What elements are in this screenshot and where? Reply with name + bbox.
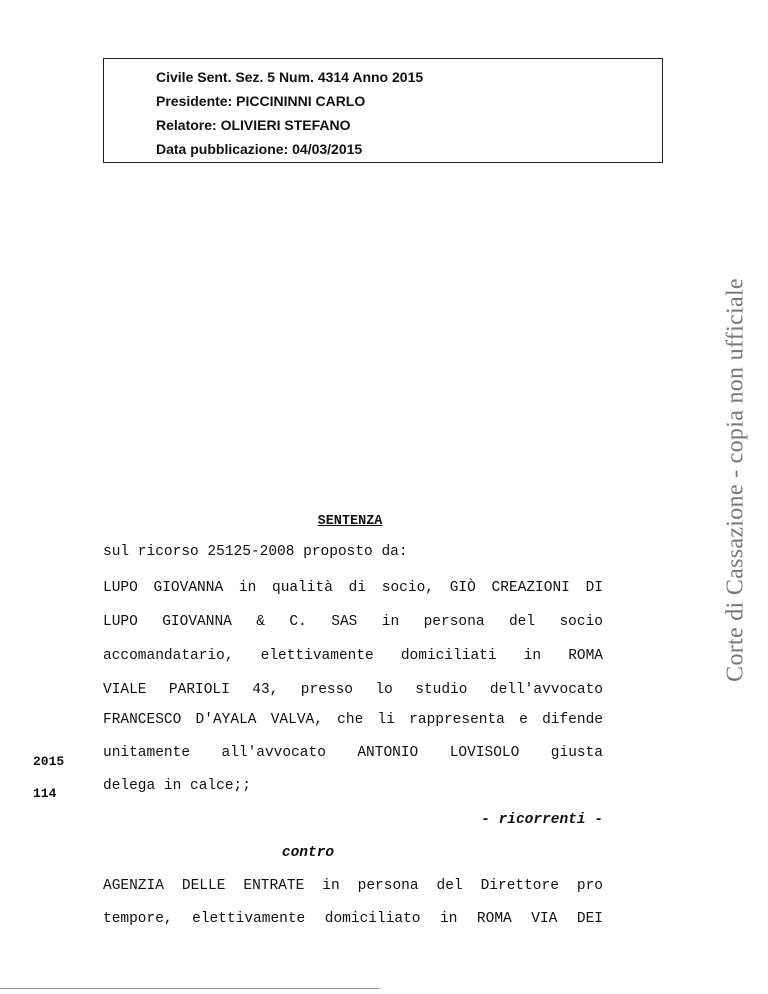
case-header-box — [103, 58, 663, 163]
text-line: sul ricorso 25125-2008 proposto da: — [103, 544, 408, 560]
contro-label: contro — [281, 845, 335, 861]
data-pubblicazione: Data pubblicazione: 04/03/2015 — [156, 141, 363, 157]
text-line: LUPO GIOVANNA in qualità di socio, GIÒ CREAZIONI DI — [103, 580, 603, 596]
text-line: unitamente all'avvocato ANTONIO LOVISOLO giusta — [103, 745, 603, 761]
presidente: Presidente: PICCININNI CARLO — [156, 93, 366, 109]
case-reference: Civile Sent. Sez. 5 Num. 4314 Anno 2015 — [156, 69, 424, 85]
scan-edge-line — [0, 988, 380, 989]
text-line: LUPO GIOVANNA & C. SAS in persona del socio — [103, 614, 603, 630]
margin-year: 2015 — [33, 754, 65, 769]
watermark: Corte di Cassazione - copia non ufficiale — [722, 278, 749, 682]
relatore: Relatore: OLIVIERI STEFANO — [156, 117, 351, 133]
margin-number: 114 — [33, 786, 57, 801]
text-line: tempore, elettivamente domiciliato in ROMA VIA DEI — [103, 911, 603, 927]
document-title: SENTENZA — [317, 514, 383, 529]
text-line: delega in calce;; — [103, 778, 251, 794]
text-line: AGENZIA DELLE ENTRATE in persona del Direttore pro — [103, 878, 603, 894]
text-line: FRANCESCO D'AYALA VALVA, che li rappresenta e difende — [103, 712, 603, 728]
text-line: accomandatario, elettivamente domiciliati in ROMA — [103, 648, 603, 664]
text-line: VIALE PARIOLI 43, presso lo studio dell'avvocato — [103, 682, 603, 698]
ricorrenti-label: - ricorrenti - — [481, 812, 603, 828]
